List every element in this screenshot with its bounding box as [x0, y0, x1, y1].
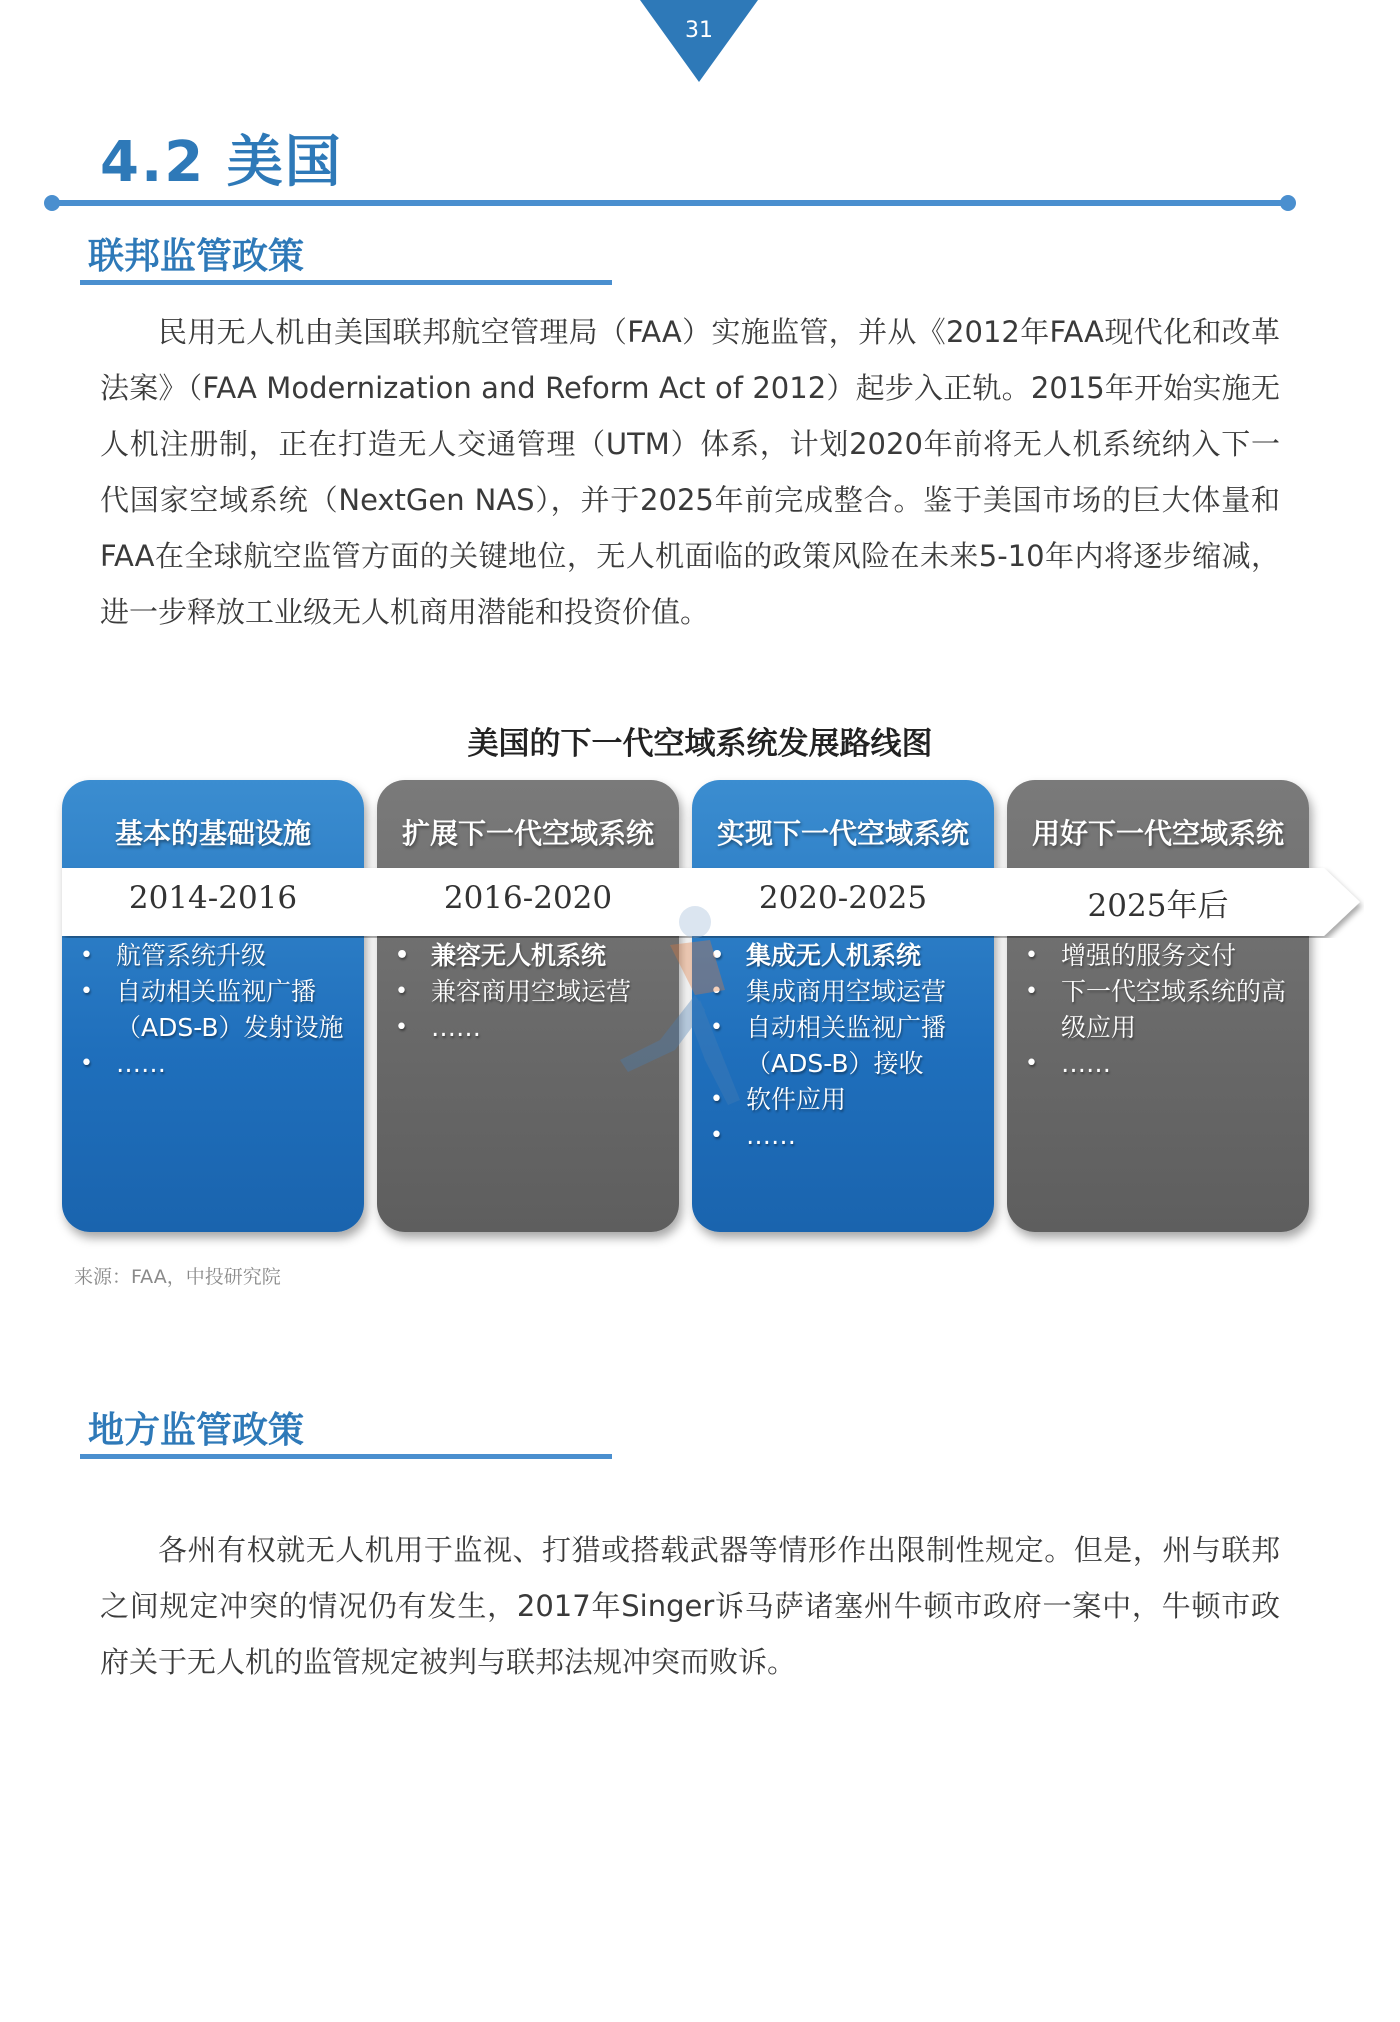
stage-2-item: • 兼容商用空域运营 [391, 974, 671, 1010]
stage-2-item: • …… [391, 1010, 671, 1046]
stage-3-item: • …… [706, 1118, 986, 1154]
stage-3-item: • 集成商用空域运营 [706, 974, 986, 1010]
roadmap-title: 美国的下一代空域系统发展路线图 [467, 726, 933, 762]
stage-4-list [1021, 938, 1301, 1082]
stage-3-item: • 软件应用 [706, 1082, 986, 1118]
stage-4-item: • 下一代空域系统的高级应用 [1021, 974, 1301, 1046]
local-policy-heading: 地方监管政策 [88, 1410, 305, 1451]
stage-3-item: • 自动相关监视广播（ADS-B）接收 [706, 1010, 986, 1082]
federal-heading-rule [80, 280, 612, 285]
stage-3-item: • 集成无人机系统 [706, 938, 986, 974]
stage-4-heading: 用好下一代空域系统 [1031, 817, 1284, 850]
stage-1-item: • …… [76, 1046, 356, 1082]
stage-2-period: 2016-2020 [443, 880, 613, 916]
stage-2-item: • 兼容无人机系统 [391, 938, 671, 974]
stage-1-period: 2014-2016 [128, 880, 298, 916]
stage-4-item: • …… [1021, 1046, 1301, 1082]
section-title: 4.2 美国 [100, 130, 343, 195]
stage-1-item: • 航管系统升级 [76, 938, 356, 974]
stage-card-1 [62, 780, 364, 1232]
stage-1-list [76, 938, 356, 1082]
local-policy-paragraph: 各州有权就无人机用于监视、打猎或搭载武器等情形作出限制性规定。但是，州与联邦之间规定冲突的情况仍有发生，2017年Singer诉马萨诸塞州牛顿市政府一案中，牛顿市政府关于无人机的监管规定被判与联邦法规冲突而败诉。 [100, 1533, 1280, 1679]
stage-3-period: 2020-2025 [758, 880, 928, 916]
roadmap-source: 来源：FAA，中投研究院 [74, 1266, 281, 1288]
stage-4-period: 2025年后 [1087, 888, 1229, 924]
federal-policy-heading: 联邦监管政策 [88, 236, 305, 277]
section-title-rule [44, 195, 1296, 211]
federal-policy-paragraph: 民用无人机由美国联邦航空管理局（FAA）实施监管，并从《2012年FAA现代化和改革法案》（FAA Modernization and Reform Act of 2012）起步入正轨。2015年开始实施无人机注册制，正在打造无人交通管理（UTM）体系，计划2020年前将无人机系统纳入下一代国家空域系统（NextGen NAS），并于2025年前完成整合。鉴于美国市场的巨大体量和FAA在全球航空监管方面的关键地位，无人机面临的政策风险在未来5-10年内将逐步缩减，进一步释放工业级无人机商用潜能和投资价值。 [100, 315, 1280, 629]
stage-card-4 [1007, 780, 1309, 1232]
stage-3-heading: 实现下一代空域系统 [716, 817, 969, 850]
roadmap-diagram [62, 780, 1364, 1250]
stage-1-heading: 基本的基础设施 [114, 817, 311, 850]
runner-watermark-icon [600, 900, 750, 1110]
stage-2-heading: 扩展下一代空域系统 [401, 817, 654, 850]
stage-4-item: • 增强的服务交付 [1021, 938, 1301, 974]
stage-1-item: • 自动相关监视广播（ADS-B）发射设施 [76, 974, 356, 1046]
page-number-tab [640, 0, 758, 82]
local-heading-rule [80, 1454, 612, 1459]
page-number: 31 [685, 18, 713, 43]
